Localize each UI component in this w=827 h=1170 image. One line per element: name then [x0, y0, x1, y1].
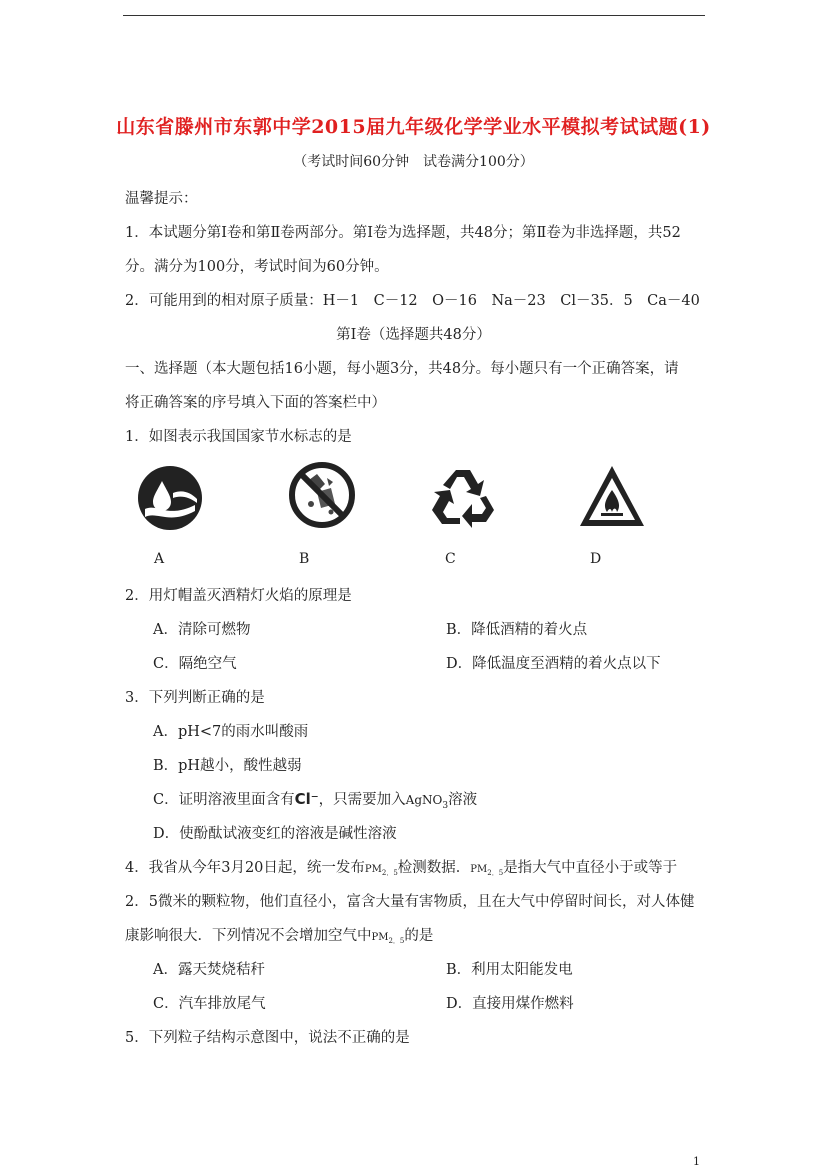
question-4-option-b: B．利用太阳能发电 — [446, 962, 573, 978]
recycle-icon — [428, 462, 498, 532]
section-intro-cont: 将正确答案的序号填入下面的答案栏中） — [125, 395, 386, 411]
question-4-option-d: D．直接用煤作燃料 — [446, 996, 574, 1012]
question-2-option-a: A．清除可燃物 — [153, 622, 251, 638]
question-3-stem: 3．下列判断正确的是 — [125, 690, 265, 706]
pm-text: PM — [371, 932, 389, 943]
q4-text-a: 4．我省从今年3月20日起，统一发布 — [125, 860, 365, 876]
question-2-stem: 2．用灯帽盖灭酒精灯火焰的原理是 — [125, 588, 352, 604]
exam-info: （考试时间60分钟 试卷满分100分） — [293, 154, 534, 170]
q4-text-e: 的是 — [404, 928, 434, 944]
question-3-option-d: D．使酚酞试液变红的溶液是碱性溶液 — [153, 826, 397, 842]
question-4-line-1 — [125, 856, 677, 878]
pm-text: PM — [364, 864, 382, 875]
option-c-text: C．证明溶液里面含有 — [153, 792, 295, 808]
option-label-c: C — [445, 551, 456, 567]
option-c-text-end: 溶液 — [448, 792, 478, 808]
header-rule — [123, 15, 705, 16]
question-2-option-c: C．隔绝空气 — [153, 656, 237, 672]
question-3-option-b: B．pH越小，酸性越弱 — [153, 758, 302, 774]
page-title: 山东省滕州市东郭中学2015届九年级化学学业水平模拟考试试题(1) — [116, 116, 711, 138]
tips-item-1: 1．本试题分第Ⅰ卷和第Ⅱ卷两部分。第Ⅰ卷为选择题，共48分；第Ⅱ卷为非选择题，共52 — [125, 225, 681, 241]
question-1-stem: 1．如图表示我国国家节水标志的是 — [125, 429, 352, 445]
flammable-warning-icon — [577, 462, 647, 532]
pm-label — [365, 864, 398, 875]
section-intro: 一、选择题（本大题包括16小题，每小题3分，共48分。每小题只有一个正确答案，请 — [125, 361, 679, 377]
option-label-d: D — [590, 551, 602, 567]
option-c-text-mid: ，只需要加入 — [318, 792, 406, 808]
question-3-option-c — [153, 788, 477, 811]
water-saving-icon — [135, 463, 205, 533]
option-label-b: B — [299, 551, 310, 567]
option-label-a: A — [154, 551, 165, 567]
pm-subscript: 2．5 — [388, 937, 405, 945]
pm-subscript: 2．5 — [381, 869, 398, 877]
q4-text-b: 检测数据． — [397, 860, 471, 876]
chloride-ion: Cl⁻ — [294, 790, 319, 808]
question-4-option-c: C．汽车排放尾气 — [153, 996, 266, 1012]
question-2-option-d: D．降低温度至酒精的着火点以下 — [446, 656, 661, 672]
tips-item-1-cont: 分。满分为100分，考试时间为60分钟。 — [125, 259, 389, 275]
pm-text: PM — [470, 864, 488, 875]
question-5-stem: 5．下列粒子结构示意图中，说法不正确的是 — [125, 1030, 410, 1046]
question-2-option-b: B．降低酒精的着火点 — [446, 622, 588, 638]
question-3-option-a: A．pH<7的雨水叫酸雨 — [153, 724, 309, 740]
tips-heading: 温馨提示： — [125, 191, 198, 207]
tips-item-2: 2．可能用到的相对原子质量：H－1 C－12 O－16 Na－23 Cl－35．5 Ca－40 — [125, 293, 700, 309]
pm-label — [470, 864, 503, 875]
question-4-line-2: 2．5微米的颗粒物，他们直径小，富含大量有害物质，且在大气中停留时间长，对人体健 — [125, 894, 695, 910]
question-4-line-3 — [125, 924, 433, 946]
silver-nitrate-subscript: 3 — [442, 800, 449, 811]
question-4-option-a: A．露天焚烧秸秆 — [153, 962, 265, 978]
no-littering-icon — [287, 460, 357, 530]
section-heading: 第Ⅰ卷（选择题共48分） — [336, 327, 491, 343]
silver-nitrate: AgNO — [405, 793, 443, 807]
q4-text-c: 是指大气中直径小于或等于 — [503, 860, 678, 876]
q4-text-d: 康影响很大．下列情况不会增加空气中 — [125, 928, 372, 944]
pm-subscript: 2．5 — [487, 869, 504, 877]
page-number: 1 — [693, 1155, 700, 1168]
pm-label — [372, 932, 405, 943]
